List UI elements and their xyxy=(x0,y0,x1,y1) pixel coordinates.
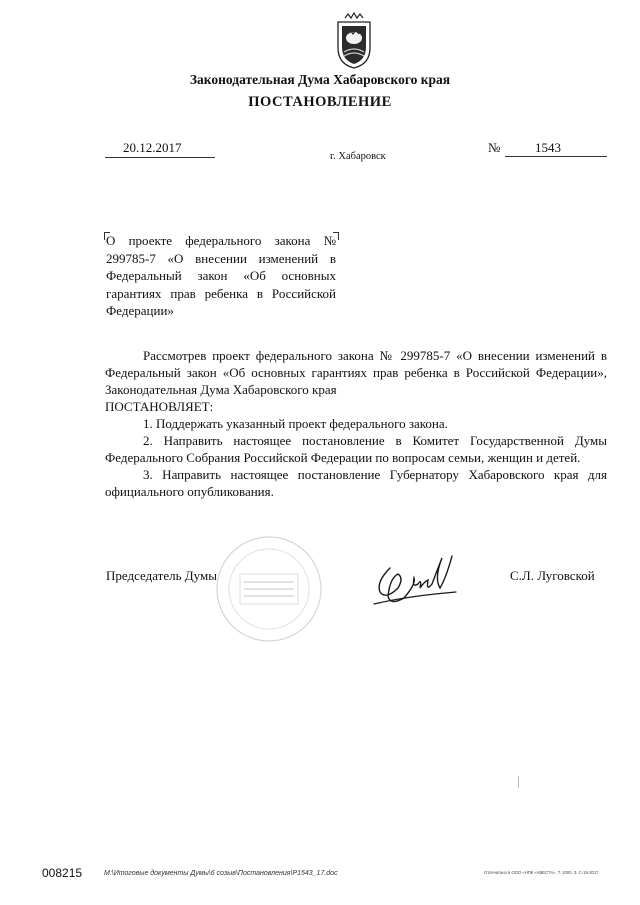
organization-name: Законодательная Дума Хабаровского края xyxy=(189,72,451,87)
footer-file-path: М:\Итоговые документы Думы\6 созыв\Постановления\Р1543_17.doc xyxy=(104,870,338,877)
document-type: ПОСТАНОВЛЕНИЕ xyxy=(248,94,392,110)
body-item-3: 3. Направить настоящее постановление Губернатору Хабаровского края для официального опубликования. xyxy=(105,467,607,499)
document-subject: О проекте федерального закона № 299785-7 «О внесении изменений в Федеральный закон «Об основных гарантиях прав ребенка в Российской Федерации» xyxy=(106,233,336,318)
number-label: № xyxy=(488,140,501,155)
footer-doc-id: 008215 xyxy=(42,866,83,880)
document-body xyxy=(105,347,607,500)
footer-print-note: Отпечатано в ООО «НПК «АВЕСТА». Т. 1000. З. С-15-2017. xyxy=(484,870,600,875)
body-intro: Рассмотрев проект федерального закона № 299785-7 «О внесении изменений в Федеральный закон «Об основных гарантиях прав ребенка в Российской Федерации», Законодательная Дума Хабаровского края xyxy=(105,348,607,397)
coat-of-arms-icon xyxy=(332,12,376,70)
seal-stamp xyxy=(214,534,324,644)
handwritten-signature xyxy=(368,548,464,616)
document-city: г. Хабаровск xyxy=(330,151,386,162)
body-item-1: 1. Поддержать указанный проект федерального закона. xyxy=(143,416,448,431)
signer-title: Председатель Думы xyxy=(106,568,217,583)
body-item-2: 2. Направить настоящее постановление в Комитет Государственной Думы Федерального Собрания Российской Федерации по вопросам семьи, женщин и детей. xyxy=(105,433,607,465)
document-date: 20.12.2017 xyxy=(105,140,215,158)
signer-name: С.Л. Луговской xyxy=(510,568,595,583)
scan-mark xyxy=(518,776,523,788)
body-resolves: ПОСТАНОВЛЯЕТ: xyxy=(105,399,214,414)
document-number: 1543 xyxy=(505,140,607,157)
